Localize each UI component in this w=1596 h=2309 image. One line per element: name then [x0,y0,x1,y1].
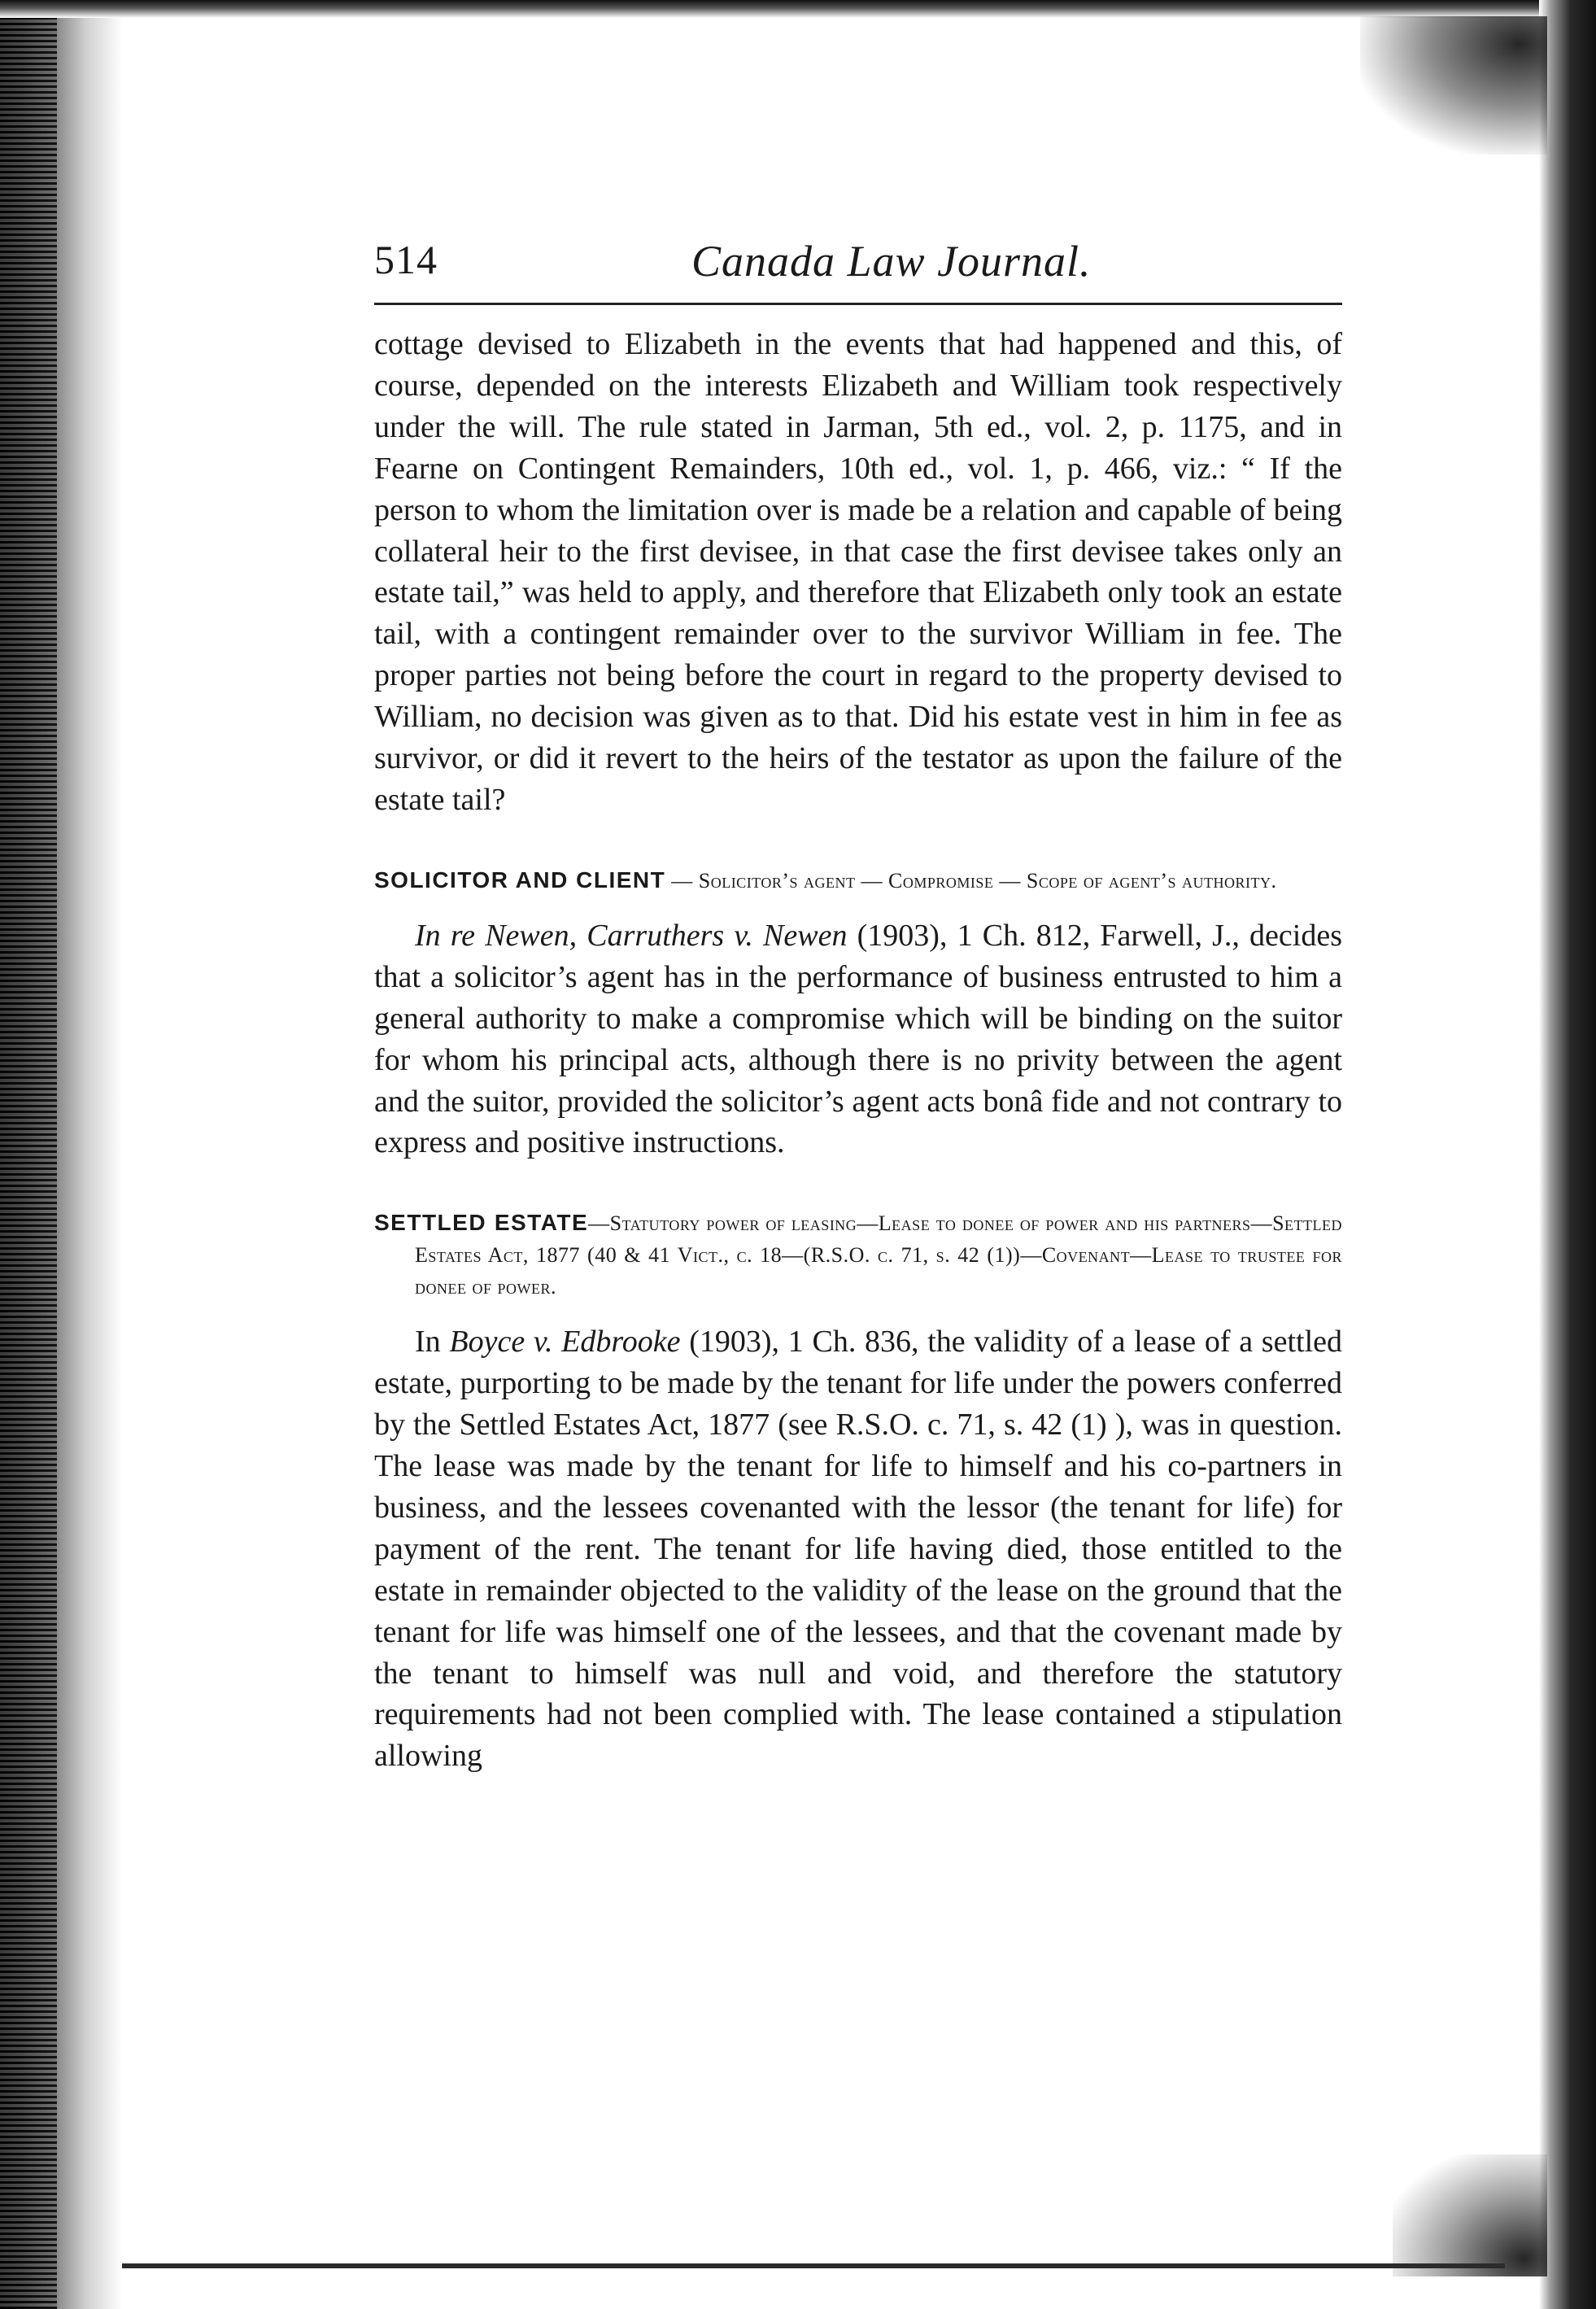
headnote-title: SETTLED ESTATE [374,1210,589,1236]
case-paragraph-newen [374,915,1342,1163]
case-text: (1903), 1 Ch. 836, the validity of a lease of a settled estate, purporting to be made by the tenant for life under the powers conferred by the Settled Estates Act, 1877 (see R.S.O. c. 71, s. 42 (1) ), was in question. The lease was made by the tenant for life to himself and his co-partners in business, and the lessees covenanted with the lessor (the tenant for life) for payment of the rent. The tenant for life having died, those entitled to the estate in remainder objected to the validity of the lease on the ground that the tenant for life was himself one of the lessees, and that the covenant made by the tenant to himself was null and void, and therefore the statutory requirements had not been complied with. The lease contained a stipulation allowing [374,1325,1342,1774]
case-name: Boyce v. Edbrooke [449,1325,681,1360]
scan-shadow-right [1539,0,1596,2309]
page-body [374,324,1342,1777]
case-lead: In [415,1325,450,1360]
scan-corner-smudge-top [1360,16,1547,155]
journal-title: Canada Law Journal. [691,237,1092,286]
page-number: 514 [374,237,438,282]
case-text: (1903), 1 Ch. 812, Farwell, J., decides that a solicitor’s agent has in the performance of business entrusted to him a general authority to make a compromise which will be binding on the suitor for whom his principal acts, although there is no privity between the agent and the suitor, provided the solicitor’s agent acts bonâ fide and not contrary to express and positive instructions. [374,918,1343,1160]
scan-shadow-top [0,0,1596,18]
headnote-solicitor-and-client [374,865,1342,897]
scan-corner-smudge-bottom [1393,2154,1547,2276]
running-head [374,236,1342,301]
headnote-text: — Solicitor’s agent — Compromise — Scope of agent’s authority. [665,868,1277,893]
scan-binding-edge [0,0,57,2309]
header-rule [374,303,1342,305]
scan-edge-bottom [122,2263,1505,2268]
case-paragraph-boyce [374,1321,1342,1777]
headnote-title: SOLICITOR AND CLIENT [374,866,666,893]
headnote-settled-estate [374,1207,1342,1303]
continued-paragraph: cottage devised to Elizabeth in the events that had happened and this, of course, depended on the interests Elizabeth and William took respectively under the will. The rule stated in Jarman, 5th ed., vol. 2, p. 1175, and in Fearne on Contingent Remainders, 10th ed., vol. 1, p. 466, viz.: “ If the person to whom the limitation over is made be a relation and capable of being collateral heir to the first devisee, in that case the first devisee takes only an estate tail,” was held to apply, and therefore that Elizabeth only took an estate tail, with a contingent remainder over to the survivor William in fee. The proper parties not being before the court in regard to the property devised to William, no decision was given as to that. Did his estate vest in him in fee as survivor, or did it revert to the heirs of the testator as upon the failure of the estate tail? [374,327,1342,817]
case-name: In re Newen, Carruthers v. Newen [415,918,848,953]
headnote-text: —Statutory power of leasing—Lease to donee of power and his partners—Settled Estates Act, 1877 (40 & 41 Vict., c. 18—(R.S.O. c. 71, s. 42 (1))—Covenant—Lease to trustee for donee of power. [415,1211,1343,1299]
